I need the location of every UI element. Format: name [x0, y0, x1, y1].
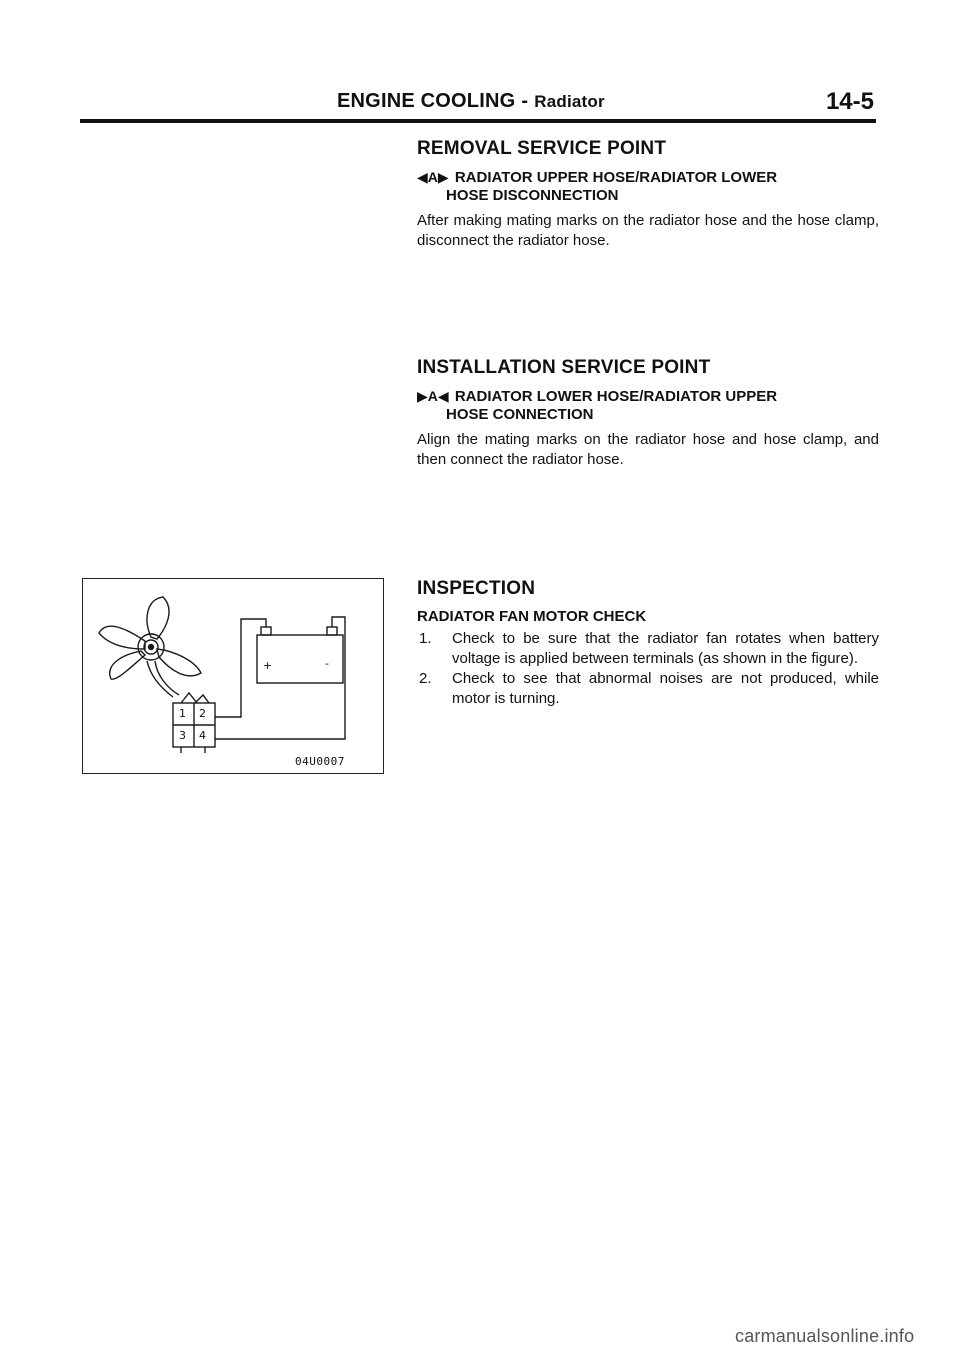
- title-dash: -: [521, 90, 529, 112]
- step-number: 2.: [419, 670, 432, 687]
- removal-item-line2: HOSE DISCONNECTION: [446, 187, 619, 204]
- installation-text: Align the mating marks on the radiator hose and hose clamp, and then connect the radiator hose.: [417, 431, 879, 468]
- installation-heading: INSTALLATION SERVICE POINT: [417, 357, 711, 378]
- battery-icon: [257, 627, 343, 683]
- inspection-step: [417, 669, 879, 709]
- fan-motor-figure: [82, 578, 384, 774]
- motor-wire-2: [155, 661, 179, 695]
- battery-plus-label: +: [263, 659, 273, 672]
- inspection-section: [417, 578, 879, 709]
- page-header: [80, 88, 876, 122]
- positive-lead: [215, 619, 266, 717]
- installation-item-line2: HOSE CONNECTION: [446, 406, 594, 423]
- inspection-heading: INSPECTION: [417, 578, 536, 599]
- page-number: 14-5: [825, 88, 874, 115]
- removal-marks: ◀A▶: [417, 169, 449, 185]
- installation-item-heading: [417, 387, 879, 424]
- watermark: carmanualsonline.info: [735, 1326, 915, 1346]
- removal-item-line1: RADIATOR UPPER HOSE/RADIATOR LOWER: [454, 169, 778, 186]
- battery-minus-label: -: [325, 657, 329, 670]
- inspection-steps: [417, 629, 879, 709]
- removal-item-heading: [417, 168, 879, 205]
- fan-motor-diagram: [83, 579, 383, 773]
- connector-icon: [173, 693, 215, 753]
- installation-section: [417, 357, 879, 470]
- terminal-label: 2: [199, 707, 206, 720]
- terminal-label: 4: [199, 729, 206, 742]
- removal-section: [417, 138, 879, 251]
- subsection-name: Radiator: [534, 92, 605, 111]
- step-number: 1.: [419, 630, 432, 647]
- step-text: Check to be sure that the radiator fan rotates when battery voltage is applied between terminals (as shown in the figure).: [452, 630, 879, 667]
- installation-item-line1: RADIATOR LOWER HOSE/RADIATOR UPPER: [454, 388, 778, 405]
- fan-hub-icon: [138, 634, 164, 660]
- step-text: Check to see that abnormal noises are not produced, while motor is turning.: [452, 670, 879, 707]
- removal-text: After making mating marks on the radiator hose and the hose clamp, disconnect the radiator hose.: [417, 212, 879, 249]
- installation-marks: ▶A◀: [417, 388, 449, 404]
- inspection-step: [417, 629, 879, 669]
- terminal-label: 1: [179, 707, 186, 720]
- section-title: [337, 90, 605, 113]
- inspection-subheading: RADIATOR FAN MOTOR CHECK: [417, 608, 647, 625]
- section-name: ENGINE COOLING: [337, 90, 516, 112]
- fan-blades-icon: [99, 597, 201, 679]
- header-rule: [80, 119, 876, 123]
- terminal-label: 3: [179, 729, 186, 742]
- removal-heading: REMOVAL SERVICE POINT: [417, 138, 667, 159]
- figure-code: 04U0007: [295, 755, 345, 768]
